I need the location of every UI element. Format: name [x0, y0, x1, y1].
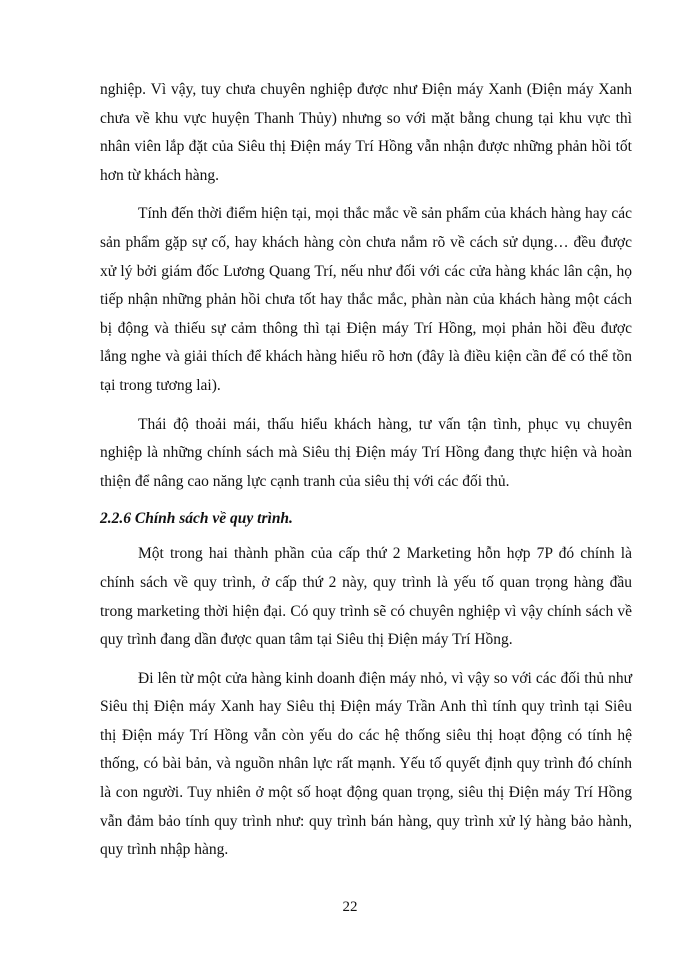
section-heading: 2.2.6 Chính sách về quy trình. [100, 510, 293, 528]
paragraph-customer-feedback: Tính đến thời điểm hiện tại, mọi thắc mắc về sản phẩm của khách hàng hay các sản phẩm gặp sự cố, hay khách hàng còn chưa nắm rõ về cách sử dụng… đều được xử lý bởi giám đốc Lương Quang Trí, nếu như đối với các cửa hàng khác lân cận, họ tiếp nhận những phản hồi chưa tốt hay thắc mắc, phàn nàn của khách hàng một cách bị động và thiếu sự cảm thông thì tại Điện máy Trí Hồng, mọi phản hồi đều được lắng nghe và giải thích để khách hàng hiểu rõ hơn (đây là điều kiện cần để có thể tồn tại trong tương lai). [100, 205, 632, 394]
page-number: 22 [342, 899, 358, 915]
page-body [100, 76, 632, 875]
paragraph-process-comparison: Đi lên từ một cửa hàng kinh doanh điện máy nhỏ, vì vậy so với các đối thủ như Siêu thị Điện máy Xanh hay Siêu thị Điện máy Trần Anh thì tính quy trình tại Siêu thị Điện máy Trí Hồng vẫn còn yếu do các hệ thống siêu thị hoạt động có tính hệ thống, có bài bản, và nguồn nhân lực rất mạnh. Yếu tố quyết định quy trình đó chính là con người. Tuy nhiên ở một số hoạt động quan trọng, siêu thị Điện máy Trí Hồng vẫn đảm bảo tính quy trình như: quy trình bán hàng, quy trình xử lý hàng bảo hành, quy trình nhập hàng. [100, 669, 632, 859]
paragraph-process-policy: Một trong hai thành phần của cấp thứ 2 Marketing hỗn hợp 7P đó chính là chính sách về quy trình, ở cấp thứ 2 này, quy trình là yếu tố quan trọng hàng đầu trong marketing thời hiện đại. Có quy trình sẽ có chuyên nghiệp vì vậy chính sách về quy trình đang dần được quan tâm tại Siêu thị Điện máy Trí Hồng. [100, 545, 632, 649]
paragraph-continuation: nghiệp. Vì vậy, tuy chưa chuyên nghiệp được như Điện máy Xanh (Điện máy Xanh chưa về khu vực huyện Thanh Thủy) nhưng so với mặt bằng chung tại khu vực thì nhân viên lắp đặt của Siêu thị Điện máy Trí Hồng vẫn nhận được những phản hồi tốt hơn từ khách hàng. [100, 81, 632, 184]
paragraph-service-attitude: Thái độ thoải mái, thấu hiểu khách hàng, tư vấn tận tình, phục vụ chuyên nghiệp là những chính sách mà Siêu thị Điện máy Trí Hồng đang thực hiện và hoàn thiện để nâng cao năng lực cạnh tranh của siêu thị với các đối thủ. [100, 415, 632, 490]
